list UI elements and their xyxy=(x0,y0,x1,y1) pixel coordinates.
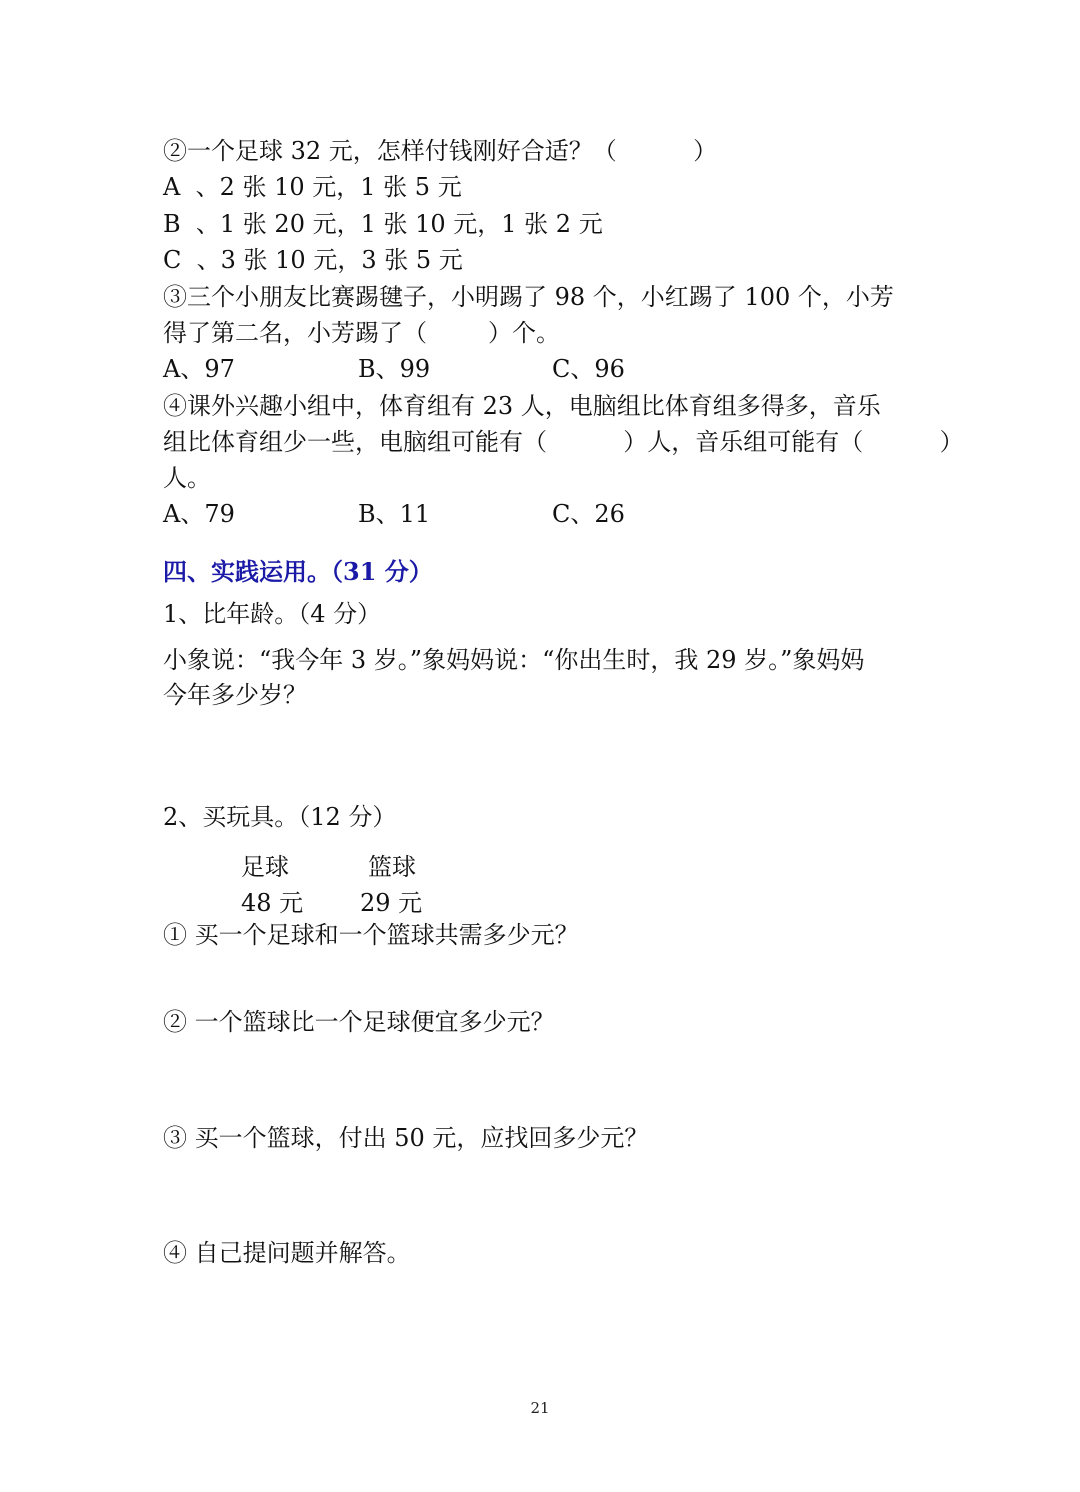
problem1-line2: 今年多少岁？ xyxy=(163,681,307,709)
q4-option-c: C、26 xyxy=(552,500,625,528)
q2-stem: ②一个足球 32 元，怎样付钱刚好合适？（ ） xyxy=(163,137,718,165)
problem2-title: 2、买玩具。（12 分） xyxy=(163,803,397,831)
q4-stem-line1: ④课外兴趣小组中，体育组有 23 人，电脑组比体育组多得多，音乐 xyxy=(163,392,881,420)
q3-option-a: A、97 xyxy=(163,355,235,383)
q3-option-c: C、96 xyxy=(552,355,625,383)
q2-option-c: C 、3 张 10 元，3 张 5 元 xyxy=(163,246,463,274)
q3-stem-line2: 得了第二名，小芳踢了（ ）个。 xyxy=(163,319,561,347)
item-name-basketball: 篮球 xyxy=(368,853,416,881)
item-price-football: 48 元 xyxy=(241,889,304,917)
sub-question-3: ③ 买一个篮球，付出 50 元，应找回多少元？ xyxy=(163,1124,649,1152)
problem1-line1: 小象说：“我今年 3 岁。”象妈妈说：“你出生时，我 29 岁。”象妈妈 xyxy=(163,646,865,674)
q4-stem-line3: 人。 xyxy=(163,464,211,492)
q4-option-b: B、11 xyxy=(358,500,431,528)
page-number: 21 xyxy=(530,1399,550,1417)
sub-question-1: ① 买一个足球和一个篮球共需多少元？ xyxy=(163,921,579,949)
q3-stem-line1: ③三个小朋友比赛踢毽子，小明踢了 98 个，小红踢了 100 个，小芳 xyxy=(163,283,894,311)
item-name-football: 足球 xyxy=(241,853,289,881)
q3-option-b: B、99 xyxy=(358,355,431,383)
q2-option-a: A 、2 张 10 元，1 张 5 元 xyxy=(163,173,462,201)
q4-stem-line2: 组比体育组少一些，电脑组可能有（ ）人，音乐组可能有（ ） xyxy=(163,428,964,456)
item-price-basketball: 29 元 xyxy=(360,889,423,917)
section-heading: 四、实践运用。（31 分） xyxy=(163,557,433,586)
problem1-title: 1、比年龄。（4 分） xyxy=(163,600,382,628)
q2-option-b: B 、1 张 20 元，1 张 10 元，1 张 2 元 xyxy=(163,210,603,238)
q4-option-a: A、79 xyxy=(163,500,235,528)
sub-question-4: ④ 自己提问题并解答。 xyxy=(163,1239,411,1267)
sub-question-2: ② 一个篮球比一个足球便宜多少元？ xyxy=(163,1008,555,1036)
